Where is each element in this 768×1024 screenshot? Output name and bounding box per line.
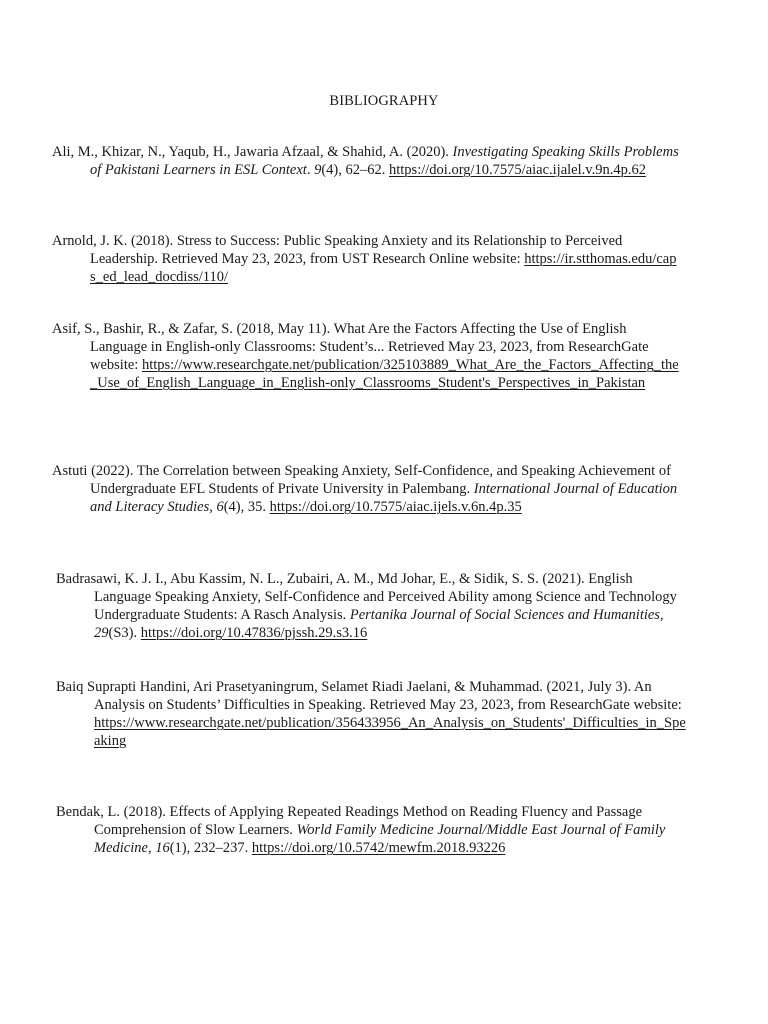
entry-volume: 6 [216,499,224,515]
page-title: BIBLIOGRAPHY [329,93,439,109]
bibliography-entry [56,570,686,642]
entry-link[interactable]: https://www.researchgate.net/publication/356433956_An_Analysis_on_Students'_Difficulties_in_Speaking [94,715,686,749]
entry-link[interactable]: https://www.researchgate.net/publication/325103889_What_Are_the_Factors_Affecting_the_Use_of_English_Language_in_English-only_Classrooms_Student's_Perspectives_in_Pakistan [90,357,679,391]
entry-link[interactable]: https://doi.org/10.5742/mewfm.2018.93226 [251,840,506,856]
entry-pages: (1), 232–237. [169,840,252,856]
entry-text: Asif, S., Bashir, R., & Zafar, S. (2018, May 11). What Are the Factors Affecting the Use of English Language in English-only Classrooms: Student’s... Retrieved May 23, 2023, from ResearchGate website: [52,321,649,373]
entry-link[interactable]: https://doi.org/10.47836/pjssh.29.s3.16 [140,625,368,641]
entry-text: Baiq Suprapti Handini, Ari Prasetyaningrum, Selamet Riadi Jaelani, & Muhammad. (2021, July 3). An Analysis on Students’ Difficulties in Speaking. Retrieved May 23, 2023, from ResearchGate website: [56,679,682,713]
entry-journal-italic: Pertanika Journal of Social Sciences and Humanities [349,607,660,623]
bibliography-entry [56,803,686,857]
entry-volume: 16 [155,840,170,856]
bibliography-entry [52,232,682,286]
entry-pages: (4), 35. [223,499,270,515]
bibliography-entry [52,143,682,179]
entry-authors-text: Ali, M., Khizar, N., Yaqub, H., Jawaria Afzaal, & Shahid, A. (2020). [52,144,453,160]
entry-journal-italic: International Journal of Education and Literacy Studies [90,481,678,515]
entry-separator: , [209,499,217,515]
bibliography-entry [52,462,682,516]
entry-title-italic: Investigating Speaking Skills Problems of Pakistani Learners in ESL Context [90,144,679,178]
entry-volume: 29 [94,625,109,641]
entry-separator: , [659,607,664,623]
entry-link[interactable]: https://doi.org/10.7575/aiac.ijalel.v.9n.4p.62 [389,162,646,178]
entry-separator: . [306,162,315,178]
entry-authors-text: Bendak, L. (2018). Effects of Applying Repeated Readings Method on Reading Fluency and Passage Comprehension of Slow Learners. [56,804,643,838]
entry-pages: (4), 62–62. [321,162,389,178]
entry-separator: , [147,840,156,856]
entry-text: Arnold, J. K. (2018). Stress to Success: Public Speaking Anxiety and its Relationship to Perceived Leadership. Retrieved May 23, 2023, from UST Research Online website: [52,233,623,267]
entry-authors-text: Astuti (2022). The Correlation between Speaking Anxiety, Self-Confidence, and Speaking Achievement of Undergraduate EFL Students of Private University in Palembang. [52,463,671,497]
bibliography-entry [52,320,682,392]
bibliography-entry [56,678,686,750]
entry-authors-text: Badrasawi, K. J. I., Abu Kassim, N. L., Zubairi, A. M., Md Johar, E., & Sidik, S. S. (2021). English Language Speaking Anxiety, Self-Confidence and Perceived Ability among Science and Technology Undergraduate Students: A Rasch Analysis. [56,571,677,623]
entry-pages: (S3). [108,625,141,641]
entry-journal-italic: World Family Medicine Journal/Middle East Journal of Family Medicine [94,822,666,856]
entry-volume: 9 [314,162,322,178]
entry-link[interactable]: https://ir.stthomas.edu/caps_ed_lead_docdiss/110/ [90,251,677,285]
entry-link[interactable]: https://doi.org/10.7575/aiac.ijels.v.6n.4p.35 [269,499,522,515]
